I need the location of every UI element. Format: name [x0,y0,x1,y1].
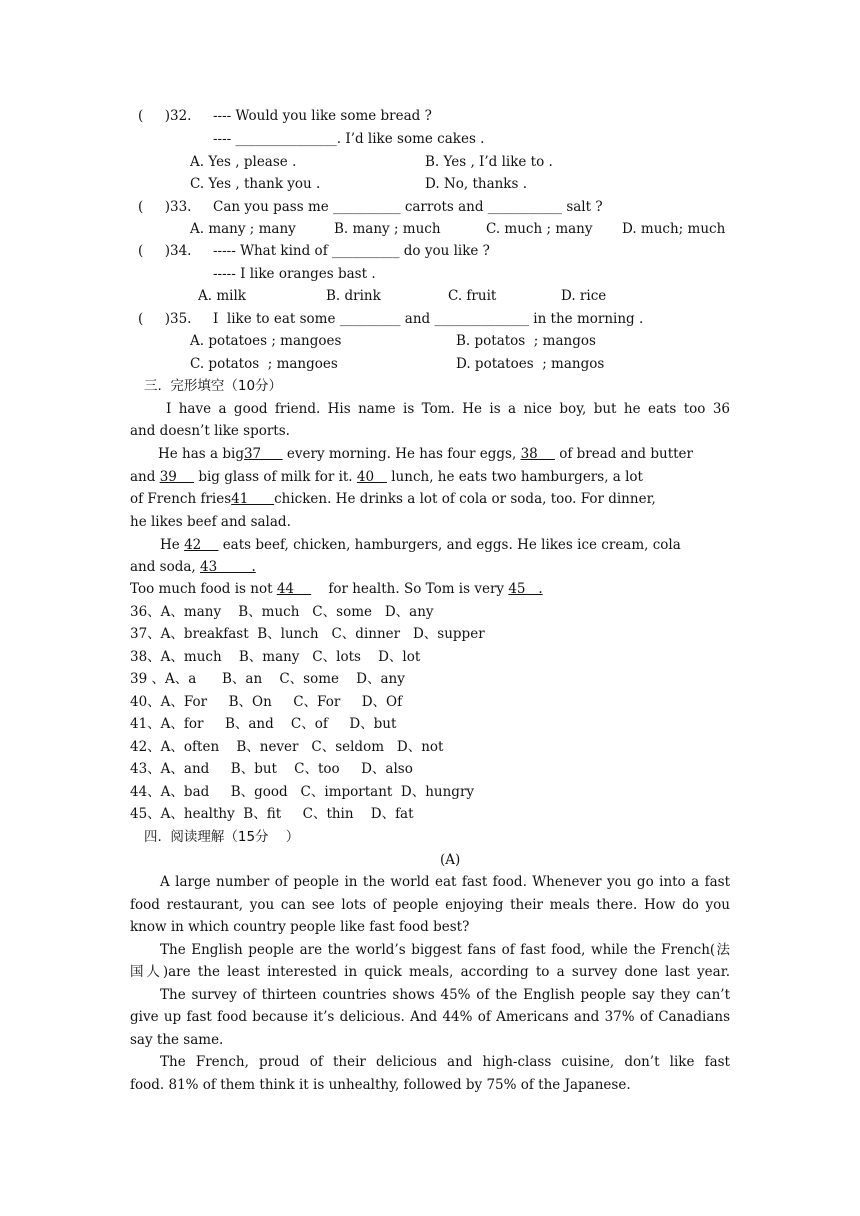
reading-part-a: (A) [440,852,461,868]
blank-43: 43 . [200,559,256,575]
q34-option-a: A. milk [198,288,246,304]
blank-38: 38 [520,446,555,462]
q32-stem: ---- Would you like some bread ? [213,108,432,124]
q34-option-d: D. rice [561,288,607,304]
cloze-option-42: 42、A、often B、never C、seldom D、not [130,739,444,755]
cloze-p2-line4: he likes beef and salad. [130,514,291,530]
cloze-p2-line2: and 39 big glass of milk for it. 40 lunch, he eats two hamburgers, a lot [130,469,643,485]
q35-bracket: ( )35. [138,311,192,327]
q32-bracket: ( )32. [138,108,192,124]
cloze-option-38: 38、A、much B、many C、lots D、lot [130,649,421,665]
reading-line-1: A large number of people in the world eat fast food. Whenever you go into a fast [160,874,730,890]
q33-stem: Can you pass me __________ carrots and ___________ salt ? [213,199,603,215]
q32-option-d: D. No, thanks . [425,176,528,192]
cloze-p1-line2: and doesn’t like sports. [130,423,290,439]
q35-option-b: B. potatos ; mangos [456,333,596,349]
cloze-p3-line3: Too much food is not 44 for health. So Tom is very 45 . [130,581,543,597]
reading-line-2: food restaurant, you can see lots of people enjoying their meals there. How do you [130,897,730,913]
q33-option-d: D. much; much [622,221,726,237]
q34-option-b: B. drink [326,288,381,304]
reading-line-6: The survey of thirteen countries shows 45% of the English people say they can’t [160,987,730,1003]
reading-line-10: food. 81% of them think it is unhealthy, followed by 75% of the Japanese. [130,1077,631,1093]
cloze-option-44: 44、A、bad B、good C、important D、hungry [130,784,475,800]
reading-line-3: know in which country people like fast food best? [130,919,470,935]
cloze-option-39: 39 、A、a B、an C、some D、any [130,671,405,687]
q33-bracket: ( )33. [138,199,192,215]
q33-option-a: A. many ; many [190,221,296,237]
q33-option-c: C. much ; many [486,221,593,237]
cloze-option-45: 45、A、healthy B、fit C、thin D、fat [130,806,414,822]
cloze-p2-line1: He has a big37 every morning. He has four eggs, 38 of bread and butter [158,446,693,462]
reading-line-7: give up fast food because it’s delicious. And 44% of Americans and 37% of Canadians [130,1009,730,1025]
cloze-option-40: 40、A、For B、On C、For D、Of [130,694,403,710]
blank-40: 40 [356,469,387,485]
q33-option-b: B. many ; much [334,221,441,237]
q32-stem-2: ---- _______________. I’d like some cakes . [213,131,485,147]
cloze-option-41: 41、A、for B、and C、of D、but [130,716,397,732]
blank-44: 44 [276,581,312,597]
cloze-p3-line2: and soda, 43 . [130,559,256,575]
reading-line-5: 国人)are the least interested in quick meals, according to a survey done last year. [130,964,730,980]
blank-39: 39 [159,469,195,485]
reading-line-9: The French, proud of their delicious and high-class cuisine, don’t like fast [160,1054,730,1070]
cloze-p2-line3: of French fries41 chicken. He drinks a lot of cola or soda, too. For dinner, [130,491,656,507]
q35-stem: I like to eat some _________ and ______________ in the morning . [213,311,644,327]
q34-stem: ----- What kind of __________ do you like ? [213,243,490,259]
cloze-option-43: 43、A、and B、but C、too D、also [130,761,413,777]
cloze-option-37: 37、A、breakfast B、lunch C、dinner D、supper [130,626,485,642]
blank-45: 45 . [508,581,543,597]
q32-option-a: A. Yes , please . [190,154,297,170]
blank-42: 42 [184,537,219,553]
q34-option-c: C. fruit [448,288,497,304]
section4-heading: 四. 阅读理解（15分 ） [144,829,300,845]
q34-stem-2: ----- I like oranges bast . [213,266,376,282]
q35-option-c: C. potatos ; mangoes [190,356,338,372]
blank-41: 41 [231,491,275,507]
reading-line-8: say the same. [130,1032,224,1048]
blank-37: 37 [243,446,283,462]
cloze-p1-line1: I have a good friend. His name is Tom. He is a nice boy, but he eats too 36 [166,401,730,417]
q35-option-d: D. potatoes ; mangos [456,356,605,372]
reading-line-4: The English people are the world’s biggest fans of fast food, while the French(法 [160,942,730,958]
q32-option-c: C. Yes , thank you . [190,176,321,192]
section3-heading: 三. 完形填空（10分） [144,378,283,394]
cloze-p3-line1: He 42 eats beef, chicken, hamburgers, and eggs. He likes ice cream, cola [160,537,681,553]
q32-option-b: B. Yes , I’d like to . [425,154,553,170]
cloze-option-36: 36、A、many B、much C、some D、any [130,604,434,620]
q35-option-a: A. potatoes ; mangoes [190,333,342,349]
q34-bracket: ( )34. [138,243,192,259]
